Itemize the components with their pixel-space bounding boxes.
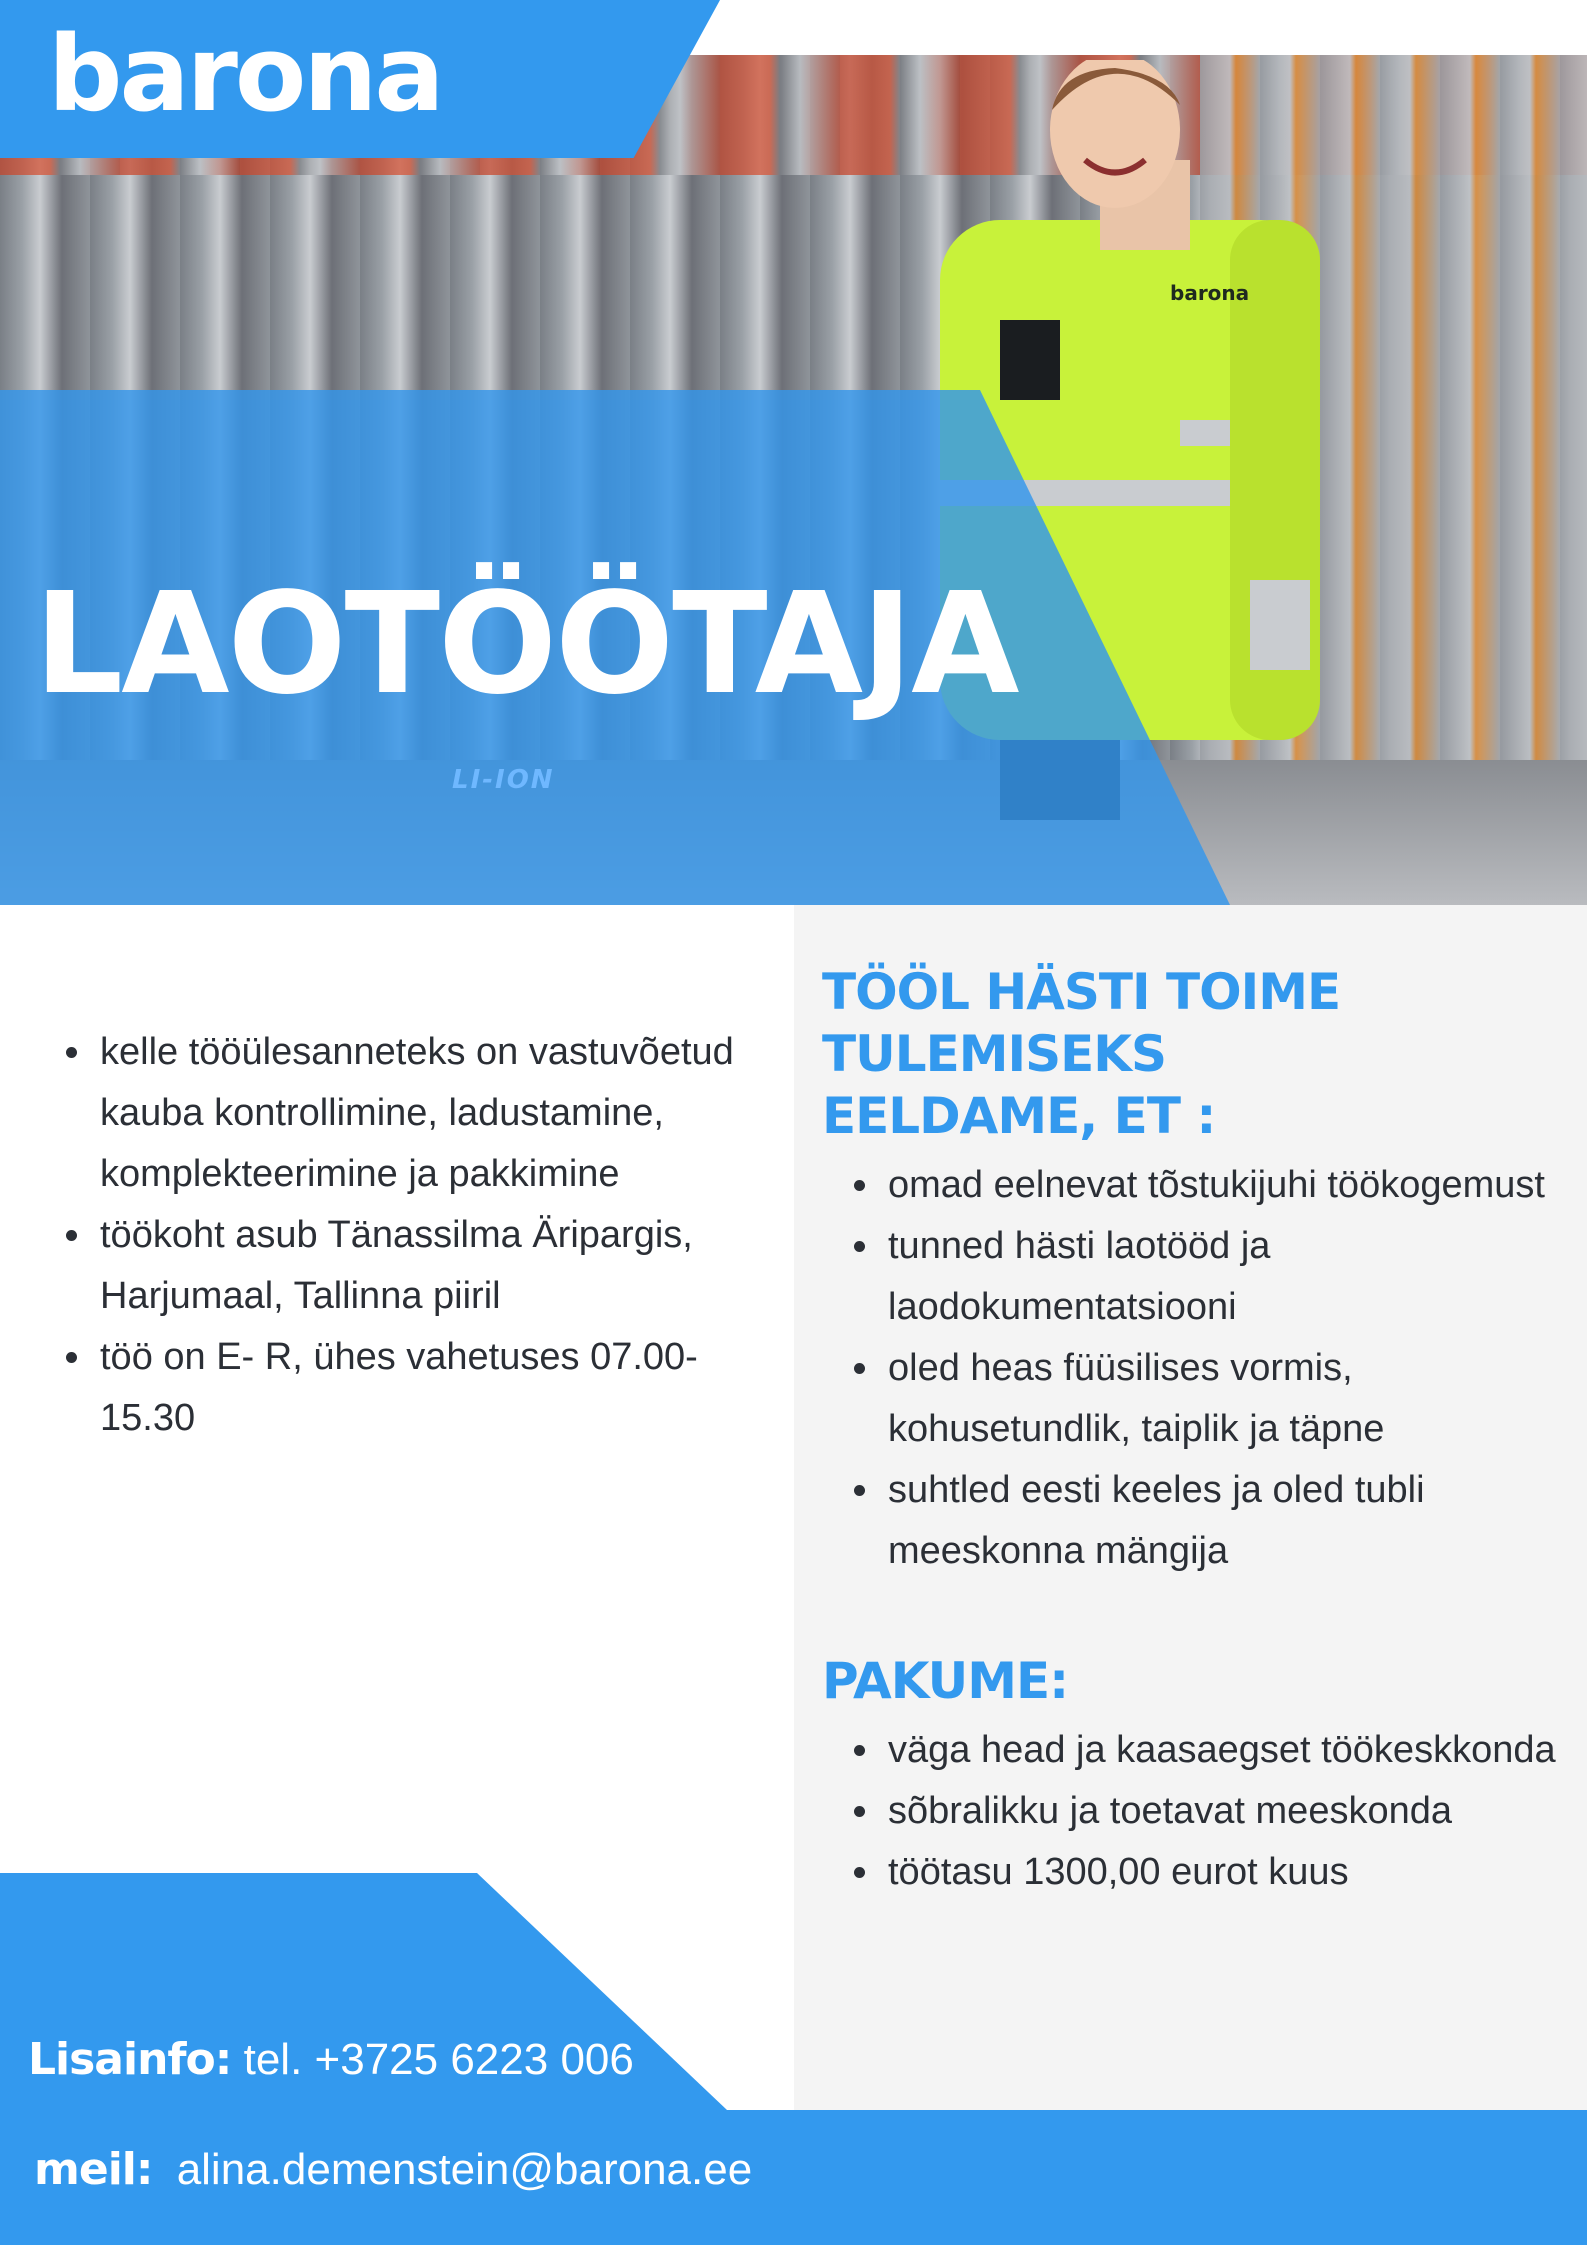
offer-list — [850, 1720, 1570, 1903]
list-item: oled heas füüsilises vormis, kohusetundlik, taiplik ja täpne — [850, 1338, 1570, 1460]
list-item: töötasu 1300,00 eurot kuus — [850, 1842, 1570, 1903]
hero-banner — [0, 0, 1587, 905]
barona-logo: barona — [48, 13, 442, 135]
list-item: väga head ja kaasaegset töökeskkonda — [850, 1720, 1570, 1781]
email-info — [34, 2144, 752, 2195]
requirements-list — [850, 1155, 1570, 1582]
duties-list — [62, 1022, 742, 1449]
jacket-logo-text: barona — [1170, 281, 1250, 305]
list-item: omad eelnevat tõstukijuhi töökogemust — [850, 1155, 1570, 1216]
list-item: tunned hästi laotööd ja laodokumentatsiooni — [850, 1216, 1570, 1338]
list-item: töökoht asub Tänassilma Äripargis, Harjumaal, Tallinna piiril — [62, 1205, 742, 1327]
offer-heading: PAKUME: — [822, 1652, 1069, 1710]
forklift-label: LI-ION — [452, 765, 555, 795]
list-item: kelle tööülesanneteks on vastuvõetud kauba kontrollimine, ladustamine, komplekteerimine ja pakkimine — [62, 1022, 742, 1205]
info-label: Lisainfo: — [28, 2034, 232, 2085]
email-address[interactable]: alina.demenstein@barona.ee — [176, 2145, 753, 2194]
job-title: LAOTÖÖTAJA — [34, 563, 1018, 726]
phone-number[interactable]: tel. +3725 6223 006 — [243, 2035, 634, 2084]
requirements-heading: TÖÖL HÄSTI TOIME TULEMISEKS EELDAME, ET : — [822, 963, 1341, 1145]
list-item: töö on E- R, ühes vahetuses 07.00- 15.30 — [62, 1327, 742, 1449]
email-label: meil: — [34, 2144, 153, 2195]
contact-info — [28, 2034, 634, 2085]
list-item: suhtled eesti keeles ja oled tubli meeskonna mängija — [850, 1460, 1570, 1582]
list-item: sõbralikku ja toetavat meeskonda — [850, 1781, 1570, 1842]
